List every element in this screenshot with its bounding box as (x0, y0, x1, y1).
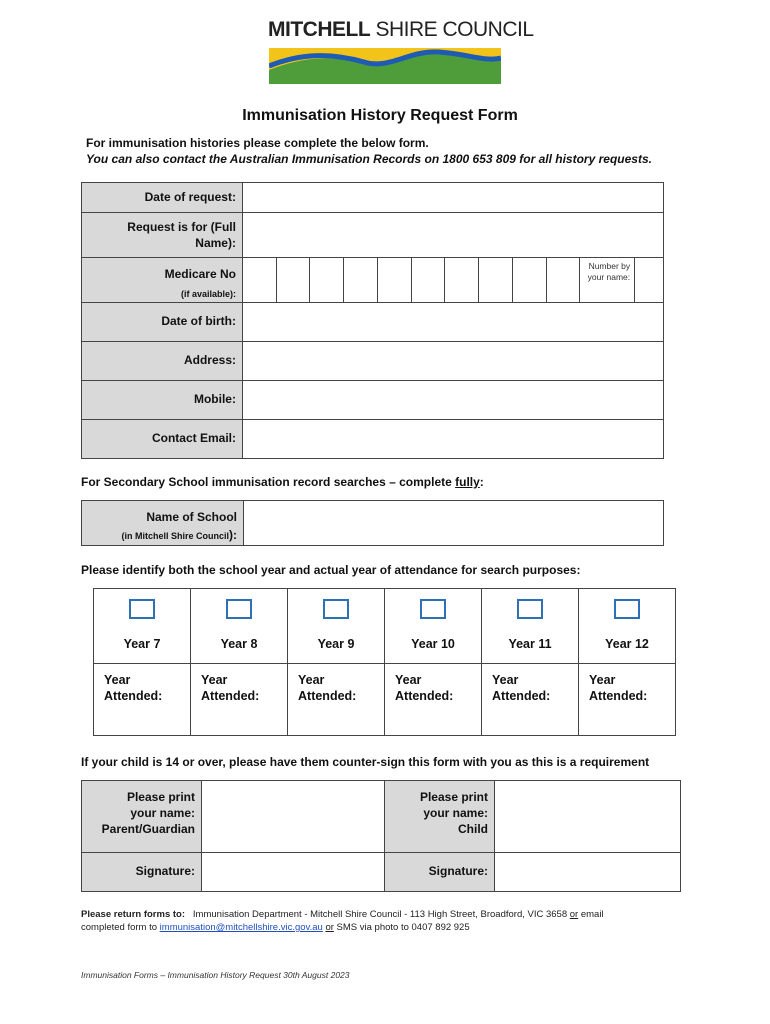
mobile-field[interactable] (242, 381, 663, 420)
name-input[interactable] (243, 213, 663, 231)
date-label: Date of request: (144, 190, 236, 204)
medicare-digit-input[interactable] (513, 258, 546, 276)
medicare-digit-7[interactable] (445, 258, 479, 303)
medicare-digit-5[interactable] (377, 258, 411, 303)
address-label: Address: (183, 353, 236, 367)
email-input[interactable] (243, 420, 663, 438)
number-by-name-cell (580, 258, 635, 303)
school-table (81, 500, 664, 546)
medicare-sub-label: (if available): (180, 289, 236, 299)
years-heading: Please identify both the school year and actual year of attendance for search purposes: (81, 563, 581, 577)
date-input[interactable] (243, 183, 663, 201)
address-input[interactable] (243, 342, 663, 360)
year-9-attended[interactable]: Year Attended: (288, 664, 385, 736)
medicare-digit-4[interactable] (344, 258, 378, 303)
form-title: Immunisation History Request Form (242, 107, 518, 124)
year-8-attended[interactable]: Year Attended: (191, 664, 288, 736)
parent-signature-input[interactable] (202, 853, 384, 871)
year-9-label: Year 9 (317, 637, 355, 651)
return-line-1: Please return forms to: Immunisation Department - Mitchell Shire Council - 113 High Street, Broadford, VIC 3658 or email (81, 909, 604, 920)
year-10-attended[interactable]: Year Attended: (385, 664, 482, 736)
year-12-cell (579, 589, 676, 664)
year-11-attended[interactable]: Year Attended: (482, 664, 579, 736)
parent-signature-field[interactable] (202, 853, 385, 892)
medicare-digit-input[interactable] (547, 258, 580, 276)
intro-text: For immunisation histories please complete the below form. (86, 136, 429, 150)
medicare-label: Medicare No (164, 267, 236, 281)
medicare-digit-6[interactable] (411, 258, 445, 303)
secondary-heading: For Secondary School immunisation record searches – complete fully: (81, 475, 484, 489)
mobile-input[interactable] (243, 381, 663, 399)
name-field[interactable] (242, 213, 663, 258)
year-11-checkbox[interactable] (517, 599, 543, 619)
return-email-link[interactable]: immunisation@mitchellshire.vic.gov.au (159, 922, 323, 933)
year-10-cell (385, 589, 482, 664)
mobile-label: Mobile: (193, 392, 236, 406)
medicare-label-cell (82, 258, 243, 303)
medicare-digit-input[interactable] (277, 258, 310, 276)
year-9-cell (288, 589, 385, 664)
year-8-checkbox[interactable] (226, 599, 252, 619)
medicare-digit-10[interactable] (546, 258, 580, 303)
year-8-label: Year 8 (220, 637, 258, 651)
parent-name-field[interactable] (202, 781, 385, 853)
medicare-digit-8[interactable] (479, 258, 513, 303)
child-name-input[interactable] (495, 781, 680, 799)
intro-contact-text: You can also contact the Australian Immunisation Records on 1800 653 809 for all history requests. (86, 152, 652, 166)
address-label-cell (82, 342, 243, 381)
medicare-digit-input[interactable] (445, 258, 478, 276)
school-label: Name of School (146, 510, 237, 524)
date-field[interactable] (242, 183, 663, 213)
dob-input[interactable] (243, 303, 663, 321)
parent-name-label-cell: Please print your name: Parent/Guardian (82, 781, 202, 853)
child-signature-label-cell: Signature: (385, 853, 495, 892)
year-11-cell (482, 589, 579, 664)
council-logo (268, 18, 534, 88)
year-12-label: Year 12 (605, 637, 649, 651)
year-12-checkbox[interactable] (614, 599, 640, 619)
medicare-digit-input[interactable] (344, 258, 377, 276)
email-field[interactable] (242, 420, 663, 459)
number-by-name-input[interactable] (635, 258, 663, 276)
child-signature-input[interactable] (495, 853, 680, 871)
medicare-digit-2[interactable] (276, 258, 310, 303)
medicare-digit-3[interactable] (310, 258, 344, 303)
email-label: Contact Email: (151, 431, 236, 445)
dob-label-cell (82, 303, 243, 342)
year-12-attended[interactable]: Year Attended: (579, 664, 676, 736)
dob-field[interactable] (242, 303, 663, 342)
medicare-digit-9[interactable] (512, 258, 546, 303)
child-name-field[interactable] (495, 781, 681, 853)
parent-name-input[interactable] (202, 781, 384, 799)
return-line-2: completed form to immunisation@mitchellshire.vic.gov.au or SMS via photo to 0407 892 925 (81, 922, 470, 933)
medicare-digit-input[interactable] (479, 258, 512, 276)
year-11-label: Year 11 (508, 637, 552, 651)
year-7-cell (94, 589, 191, 664)
year-7-checkbox[interactable] (129, 599, 155, 619)
child-name-label-cell: Please print your name: Child (385, 781, 495, 853)
email-label-cell (82, 420, 243, 459)
school-input[interactable] (244, 501, 663, 519)
logo-text: MITCHELL SHIRE COUNCIL (268, 18, 534, 41)
school-sub-label: (in Mitchell Shire Council): (121, 528, 237, 542)
year-7-label: Year 7 (123, 637, 161, 651)
medicare-digit-1[interactable] (242, 258, 276, 303)
year-7-attended[interactable]: Year Attended: (94, 664, 191, 736)
medicare-digit-input[interactable] (378, 258, 411, 276)
name-label: Request is for (Full Name): (127, 220, 236, 250)
child-signature-field[interactable] (495, 853, 681, 892)
footer-text: Immunisation Forms – Immunisation History Request 30th August 2023 (81, 970, 350, 980)
details-table (81, 182, 664, 459)
year-10-label: Year 10 (411, 637, 455, 651)
medicare-digit-input[interactable] (243, 258, 276, 276)
school-label-cell (82, 501, 244, 546)
dob-label: Date of birth: (161, 314, 236, 328)
medicare-digit-input[interactable] (310, 258, 343, 276)
number-by-name-label: Number by your name: (587, 261, 631, 282)
address-field[interactable] (242, 342, 663, 381)
signature-heading: If your child is 14 or over, please have them counter-sign this form with you as this is a requirement (81, 755, 650, 769)
medicare-digit-input[interactable] (412, 258, 445, 276)
name-label-cell (82, 213, 243, 258)
logo-hills-graphic (269, 44, 501, 86)
years-table (93, 588, 676, 736)
mobile-label-cell (82, 381, 243, 420)
signature-table (81, 780, 681, 892)
school-field[interactable] (244, 501, 664, 546)
year-8-cell (191, 589, 288, 664)
year-10-checkbox[interactable] (420, 599, 446, 619)
return-instructions (81, 908, 691, 934)
date-label-cell (82, 183, 243, 213)
year-9-checkbox[interactable] (323, 599, 349, 619)
number-by-name-field[interactable] (635, 258, 664, 303)
parent-signature-label-cell: Signature: (82, 853, 202, 892)
